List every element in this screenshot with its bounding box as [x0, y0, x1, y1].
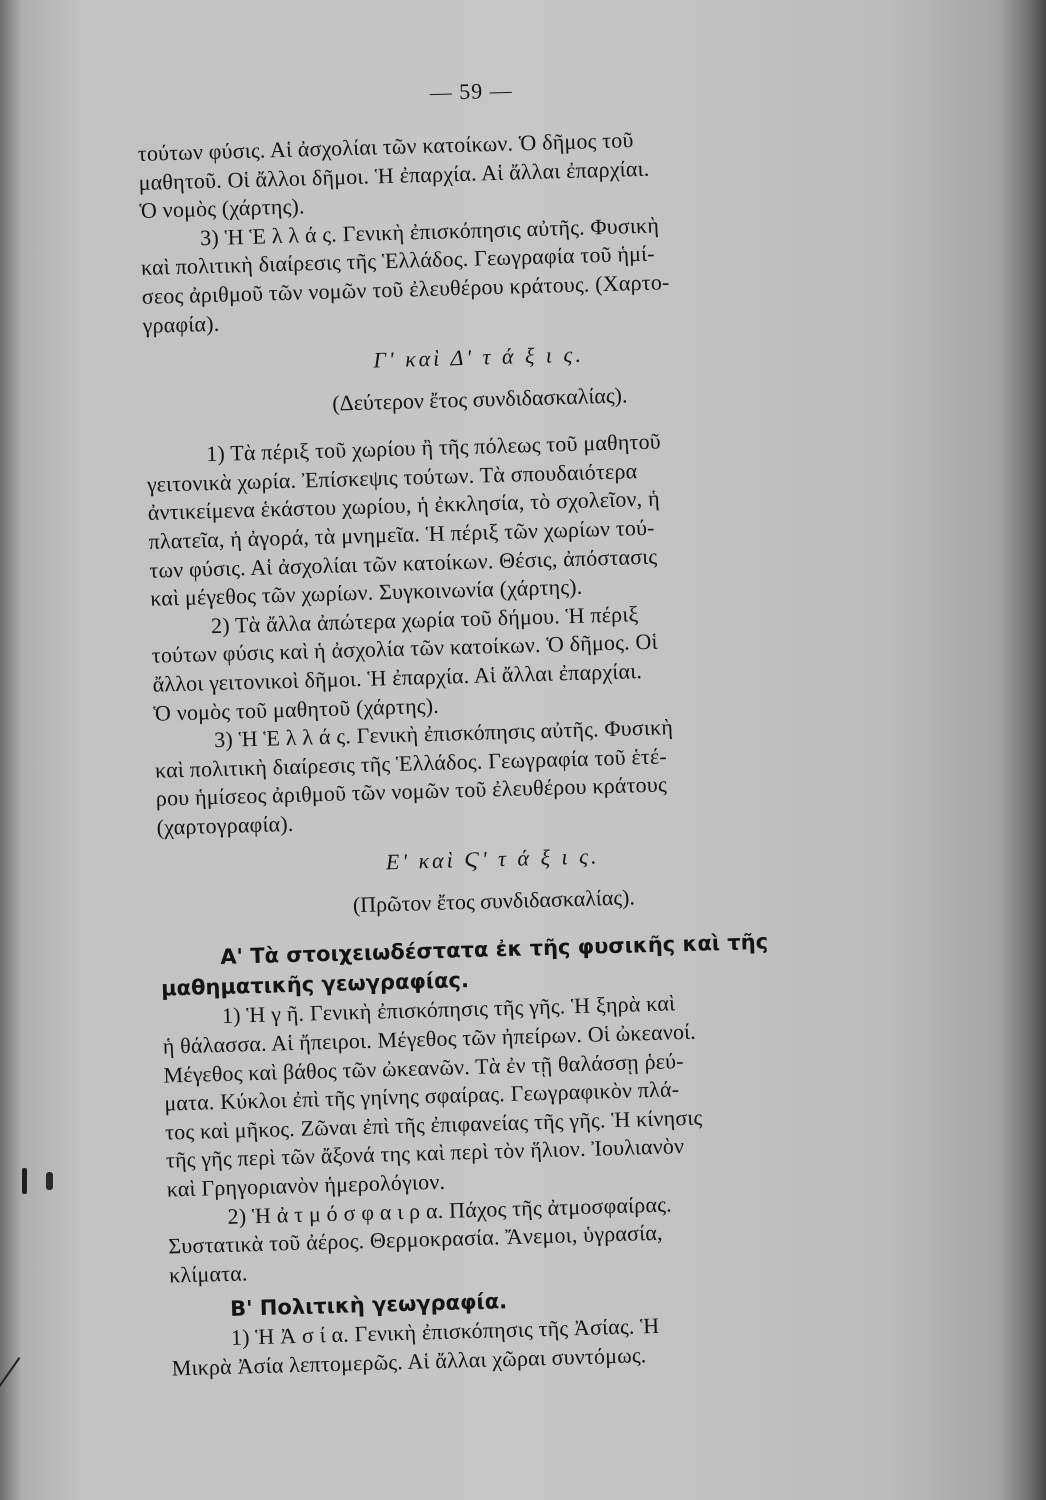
text-line: Μικρὰ Ἀσία λεπτομερῶς. Αἱ ἄλλαι χῶραι συντόμως. — [171, 1342, 647, 1381]
section-classes-5-6 — [157, 837, 841, 1383]
section-classes-3-4 — [143, 335, 826, 842]
intro-section — [137, 121, 812, 340]
page-spine-shadow — [998, 0, 1046, 1500]
text-line: γειτονικὰ χωρία. Ἐπίσκεψις τούτων. Τὰ σπουδαιότερα — [146, 457, 638, 497]
section-subheading: (Δεύτερον ἔτος συνδιδασκαλίας). — [331, 382, 628, 416]
text-line: Ὁ νομὸς (χάρτης). — [139, 193, 305, 224]
text-line: κλίματα. — [168, 1260, 248, 1288]
margin-dot — [46, 1172, 53, 1190]
text-line: γραφία). — [142, 310, 220, 338]
text-line: ἡ θάλασσα. Αἱ ἤπειροι. Μέγεθος τῶν ἠπείρων. Οἱ ὠκεανοί. — [162, 1018, 697, 1059]
text-line: των φύσις. Αἱ ἀσχολίαι τῶν κατοίκων. Θέσις, ἀπόστασις — [149, 543, 658, 583]
text-line: 1) Ἡ Ἀ σ ί α. Γενικὴ ἐπισκόπησις τῆς Ἀσίας. Ἡ — [230, 1313, 660, 1351]
text-line: 2) Τὰ ἄλλα ἀπώτερα χωρία τοῦ δήμου. Ἡ πέριξ — [210, 600, 639, 638]
text-line: σεος ἀριθμοῦ τῶν νομῶν τοῦ ἐλευθέρου κράτους. (Χαρτο- — [141, 269, 670, 309]
text-line: καὶ πολιτικὴ διαίρεσις τῆς Ἑλλάδος. Γεωγραφία τοῦ ἑτέ- — [154, 743, 668, 783]
page-number: — 59 — — [429, 77, 514, 105]
text-line: καὶ μέγεθος τῶν χωρίων. Συγκοινωνία (χάρτης). — [149, 573, 583, 611]
text-line: (χαρτογραφία). — [156, 810, 294, 840]
part-b-title: Β' Πολιτικὴ γεωγραφία. — [229, 1289, 508, 1322]
text-line: 1) Τὰ πέριξ τοῦ χωρίου ἢ τῆς πόλεως τοῦ μαθητοῦ — [205, 428, 662, 467]
text-line: ματα. Κύκλοι ἐπὶ τῆς γηίνης σφαίρας. Γεωγραφικὸν πλά- — [164, 1076, 680, 1116]
text-line: τος καὶ μῆκος. Ζῶναι ἐπὶ τῆς ἐπιφανείας τῆς γῆς. Ἡ κίνησις — [164, 1104, 703, 1145]
text-line: τούτων φύσις. Αἱ ἀσχολίαι τῶν κατοίκων. Ὁ δῆμος τοῦ — [137, 127, 634, 166]
text-line: ρου ἡμίσεος ἀριθμοῦ τῶν νομῶν τοῦ ἐλευθέρου κράτους — [155, 771, 668, 811]
text-line: Συστατικὰ τοῦ ἀέρος. Θερμοκρασία. Ἄνεμοι, ὑγρασία, — [168, 1219, 664, 1259]
text-line: Μέγεθος καὶ βάθος τῶν ὠκεανῶν. Τὰ ἐν τῇ θαλάσσῃ ῥεύ- — [163, 1047, 685, 1088]
text-line: 3) Ἡ Ἑ λ λ ά ς. Γενικὴ ἐπισκόπησις αὐτῆς. Φυσικὴ — [213, 714, 674, 753]
section-subheading: (Πρῶτον ἔτος συνδιδασκαλίας). — [352, 884, 636, 918]
text-line: Ὁ νομὸς τοῦ μαθητοῦ (χάρτης). — [153, 692, 440, 726]
section-heading: Ε' καὶ Ϛ' τ ά ξ ι ς. — [385, 843, 600, 875]
text-line: 1) Ἡ γ ῆ. Γενικὴ ἐπισκόπησις τῆς γῆς. Ἡ ξηρὰ καὶ — [221, 990, 676, 1029]
page-left-edge-shadow — [0, 0, 22, 1500]
text-line: πλατεῖα, ἡ ἀγορά, τὰ μνημεῖα. Ἡ πέριξ τῶν χωρίων τού- — [148, 514, 655, 554]
text-line: καὶ Γρηγοριανὸν ἡμερολόγιον. — [166, 1168, 446, 1202]
text-line: καὶ πολιτικὴ διαίρεσις τῆς Ἑλλάδος. Γεωγραφία τοῦ ἡμί- — [140, 240, 656, 281]
text-line: τῆς γῆς περὶ τῶν ἄξονά της καὶ περὶ τὸν ἥλιον. Ἰουλιανὸν — [165, 1133, 685, 1174]
text-line: μαθητοῦ. Οἱ ἄλλοι δῆμοι. Ἡ ἐπαρχία. Αἱ ἄλλαι ἐπαρχίαι. — [138, 155, 650, 195]
section-heading: Γ' καὶ Δ' τ ά ξ ι ς. — [373, 341, 585, 373]
text-line: 3) Ἡ Ἑ λ λ ά ς. Γενικὴ ἐπισκόπησις αὐτῆς. Φυσικὴ — [199, 212, 660, 251]
text-line: ἄλλοι γειτονικοὶ δῆμοι. Ἡ ἐπαρχία. Αἱ ἄλλαι ἐπαρχίαι. — [152, 658, 643, 697]
page-text-block — [136, 69, 842, 1383]
text-line: ἀντικείμενα ἑκάστου χωρίου, ἡ ἐκκλησία, τὸ σχολεῖον, ἡ — [147, 485, 661, 526]
text-line: τούτων φύσις καὶ ἡ ἀσχολία τῶν κατοίκων. Ὁ δῆμος. Οἱ — [151, 628, 658, 669]
part-a-title-continued: μαθηματικῆς γεωγραφίας. — [160, 968, 470, 1002]
text-line: 2) Ἡ ἀ τ μ ό σ φ α ι ρ α. Πάχος τῆς ἀτμοσφαίρας. — [227, 1191, 673, 1229]
margin-mark — [22, 1168, 27, 1194]
part-a-title: Α' Τὰ στοιχειωδέστατα ἐκ τῆς φυσικῆς καὶ τῆς — [219, 930, 769, 970]
